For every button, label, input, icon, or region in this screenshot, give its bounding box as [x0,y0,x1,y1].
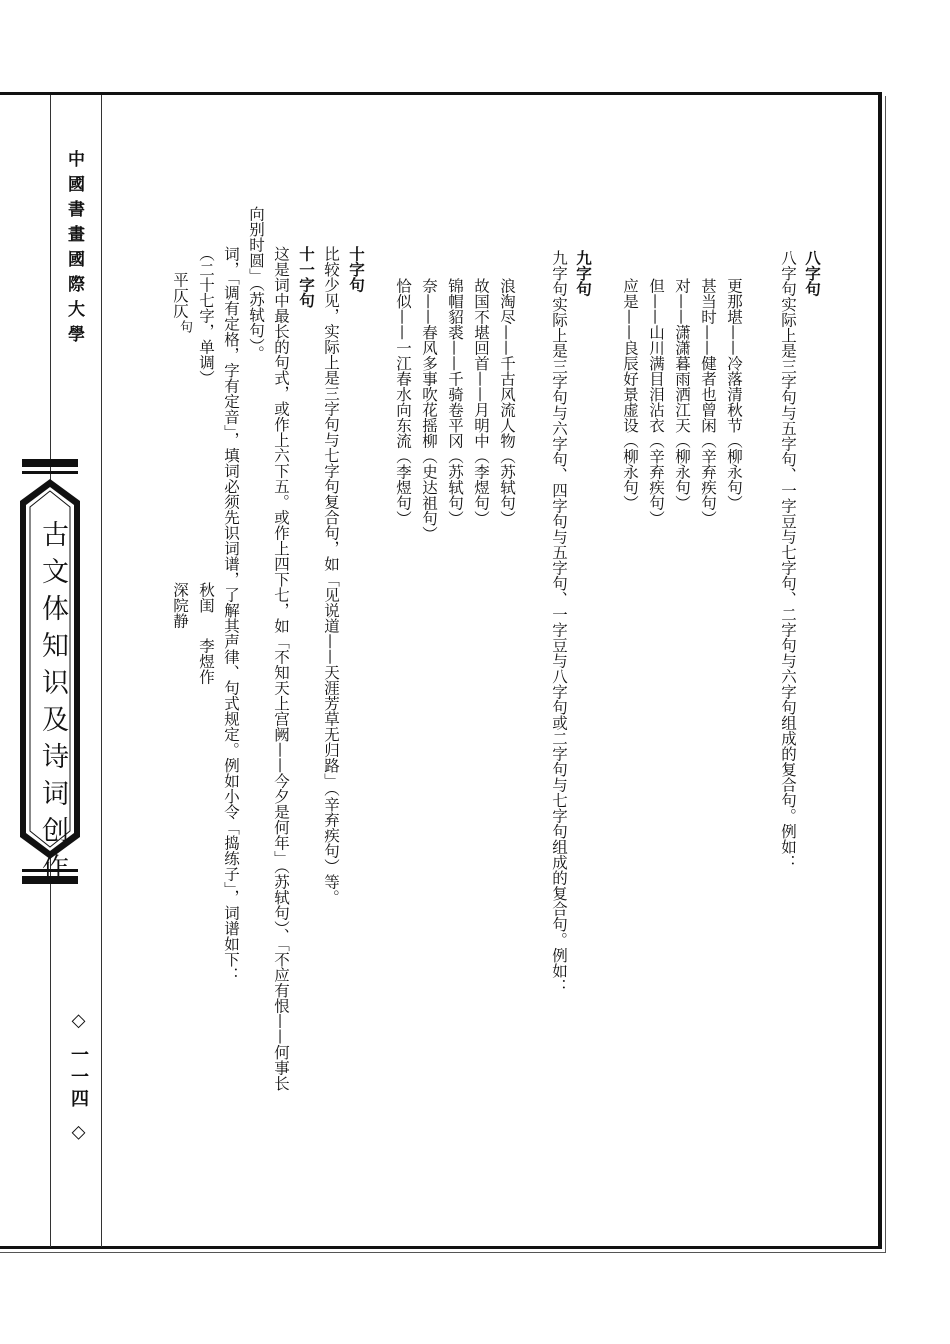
banner-top-bar [22,459,78,467]
heading-shi: 十字句 [347,246,365,293]
example-jiu-3: 锦帽貂裘——千骑卷平冈（苏轼句） [446,278,464,526]
tone-pattern: 平仄仄 [171,272,189,319]
banner-top-thin-bar [22,471,78,474]
example-ba-3: 对——潇潇暮雨洒江天（柳永句） [673,278,691,511]
para-jiu-intro: 九字句实际上是三字句与六字句、四字句与五字句、一字豆与八字句或二字句与七字句组成的复合句。例如： [550,250,568,994]
page-number: ◇ 一一四 ◇ [68,1010,89,1147]
heading-jiu: 九字句 [574,250,592,297]
example-ba-1: 更那堪——冷落清秋节（柳永句） [725,278,743,511]
para-shiyi-1: 这是词中最长的句式，或作上六下五。或作上四下七，如「不知天上宫阙——今夕是何年」（苏轼句）、「不应有恨——何事长 [272,246,290,1091]
example-ba-2: 甚当时——健者也曾闲（辛弃疾句） [699,278,717,526]
example-ba-4: 但——山川满目泪沾衣（辛弃疾句） [647,278,665,526]
para-ba-intro: 八字句实际上是三字句与五字句、一字豆与七字句、二字句与六字句组成的复合句。例如： [779,250,797,870]
example-jiu-5: 恰似——一江春水向东流（李煜句） [394,278,412,526]
para-shiyi-2: 向别时圆」（苏轼句）。 [247,206,265,361]
example-jiu-2: 故国不堪回首——月明中（李煜句） [472,278,490,526]
para-shi: 比较少见，实际上是三字句与七字句复合句，如「见说道——天涯芳草无归路」（辛弃疾句）等。 [322,246,340,905]
heading-ba: 八字句 [803,250,821,297]
example-jiu-4: 奈——春风多事吹花摇柳（史达祖句） [420,278,438,542]
heading-shiyi: 十一字句 [297,246,315,308]
book-title: 古文体知识及诗词创作 [37,520,68,890]
page-frame [0,92,882,1249]
tone-mark: 句 [177,320,192,333]
example-ba-5: 应是——良辰好景虚设（柳永句） [621,278,639,511]
poem-author: 李煜作 [197,638,215,685]
para-cipu: 词，「调有定格，字有定音」，填词必须先识词谱，了解其声律、句式规定。例如小令「捣练子」，词谱如下： [222,246,240,983]
tune-note: （二十七字，单调） [197,246,215,386]
poem-title: 秋闺 [197,582,215,613]
poem-line-1: 深院静 [171,582,189,629]
series-title: 中國書畫國際大學 [64,150,84,350]
example-jiu-1: 浪淘尽——千古风流人物（苏轼句） [498,278,516,526]
